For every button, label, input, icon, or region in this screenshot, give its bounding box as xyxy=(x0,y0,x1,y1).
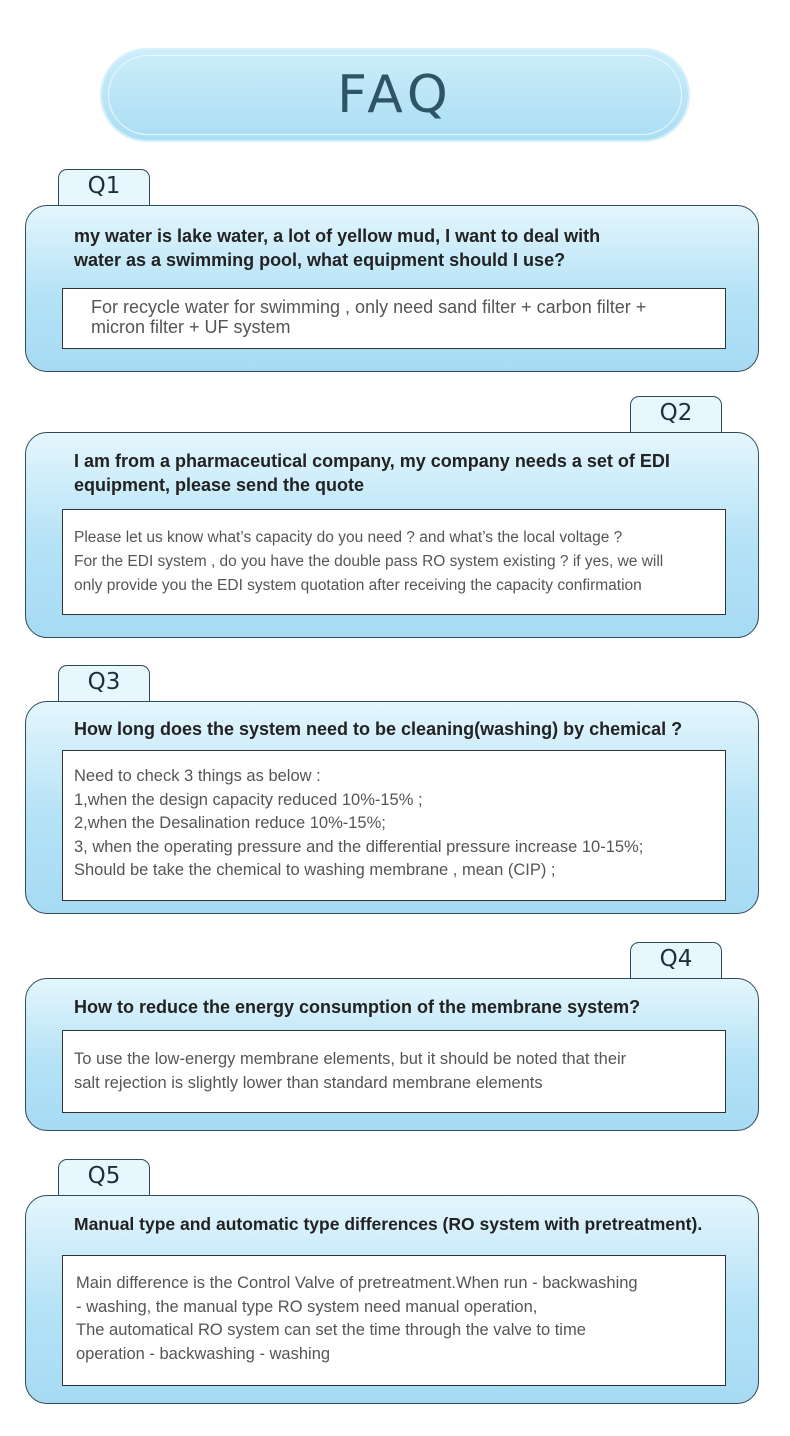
answer-box-q3 xyxy=(62,750,726,901)
tab-q1: Q1 xyxy=(58,169,150,207)
answer-q2: Please let us know what’s capacity do you need ? and what’s the local voltage ? For the EDI system , do you have the double pass RO system existing ? if yes, we will only provide you the EDI system quotation after receiving the capacity confirmation xyxy=(74,529,664,594)
page-title: FAQ xyxy=(337,65,453,125)
tab-q4: Q4 xyxy=(630,942,722,980)
answer-box-q5 xyxy=(62,1255,726,1386)
answer-q3: Need to check 3 things as below : 1,when the design capacity reduced 10%-15% ; 2,when the Desalination reduce 10%-15%; 3, when the operating pressure and the differential pressure increase 10-15%; Should be take the chemical to washing membrane , mean (CIP) ; xyxy=(74,767,644,879)
answer-box-q4 xyxy=(62,1030,726,1113)
question-q1: my water is lake water, a lot of yellow mud, I want to deal with water as a swimming pool, what equipment should I use? xyxy=(74,226,601,270)
question-q5: Manual type and automatic type differences (RO system with pretreatment). xyxy=(74,1214,703,1234)
faq-card-q4 xyxy=(25,978,759,1131)
tab-q3: Q3 xyxy=(58,665,150,703)
answer-q1: For recycle water for swimming , only need sand filter + carbon filter + micron filter + UF system xyxy=(91,297,647,337)
faq-card-q1 xyxy=(25,205,759,372)
faq-banner xyxy=(100,48,690,142)
question-q3: How long does the system need to be cleaning(washing) by chemical ? xyxy=(74,719,683,739)
answer-q4: To use the low-energy membrane elements, but it should be noted that their salt rejection is slightly lower than standard membrane elements xyxy=(74,1050,627,1092)
faq-banner-inner xyxy=(108,55,682,135)
answer-box-q1 xyxy=(62,288,726,349)
tab-q5: Q5 xyxy=(58,1159,150,1197)
faq-card-q3 xyxy=(25,701,759,914)
question-q4: How to reduce the energy consumption of the membrane system? xyxy=(74,997,641,1017)
faq-card-q5 xyxy=(25,1195,759,1404)
faq-card-q2 xyxy=(25,432,759,638)
tab-q2: Q2 xyxy=(630,396,722,434)
question-q2: I am from a pharmaceutical company, my company needs a set of EDI equipment, please send the quote xyxy=(74,451,670,495)
answer-q5: Main difference is the Control Valve of pretreatment.When run - backwashing - washing, the manual type RO system need manual operation, The automatical RO system can set the time through the valve to time operation - backwashing - washing xyxy=(76,1274,638,1363)
answer-box-q2 xyxy=(62,509,726,615)
